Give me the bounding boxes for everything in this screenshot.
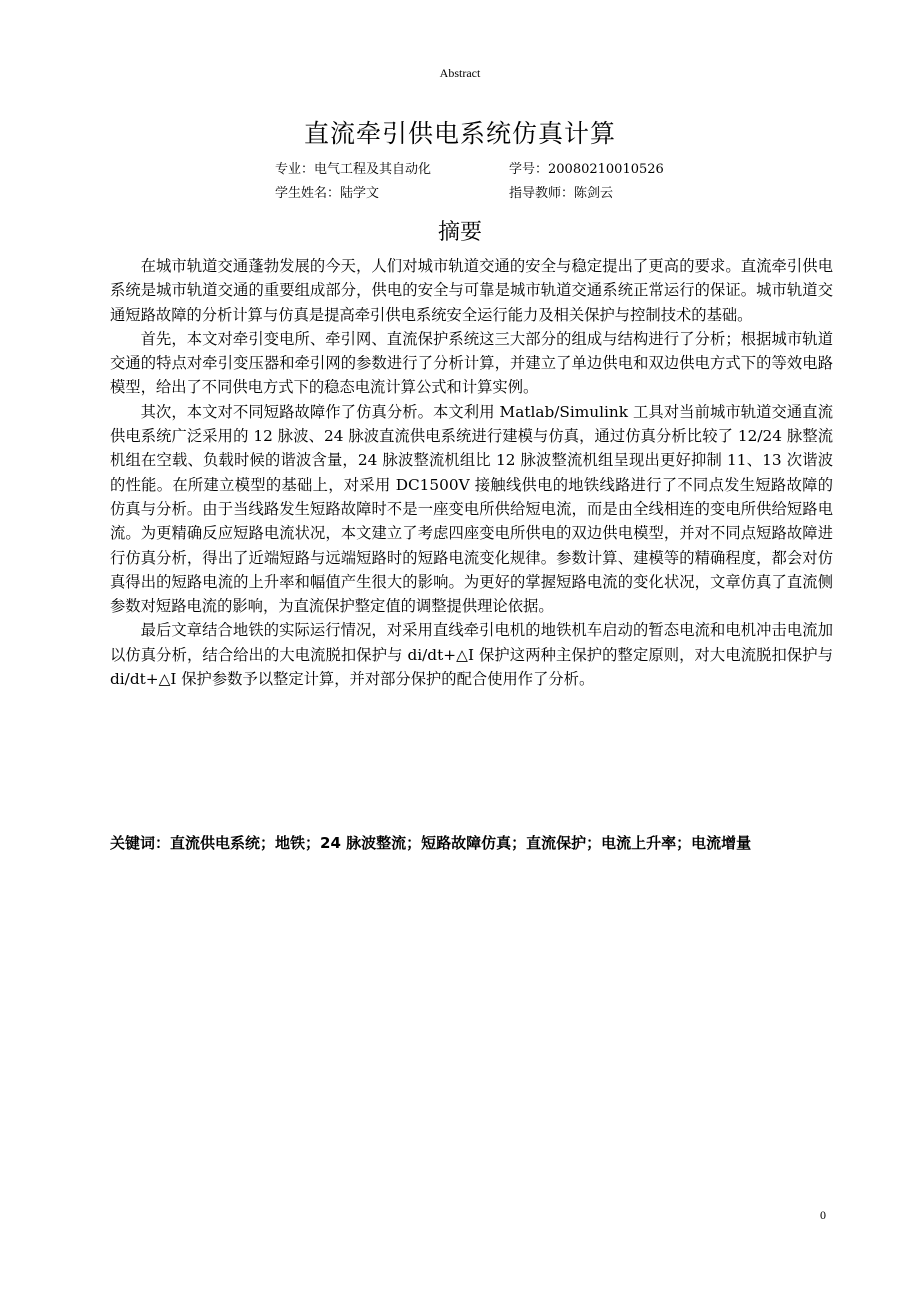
document-title: 直流牵引供电系统仿真计算 (303, 119, 616, 148)
abstract-paragraph-4: 最后文章结合地铁的实际运行情况，对采用直线牵引电机的地铁机车启动的暂态电流和电机冲击电流加以仿真分析，结合给出的大电流脱扣保护与 di/dt+△I 保护这两种主保护的整定原则，对大电流脱扣保护与 di/dt+△I 保护参数予以整定计算，并对部分保护的配合使用作了分析。 (110, 621, 833, 689)
abstract-body (110, 254, 833, 691)
running-header: Abstract (439, 66, 481, 80)
advisor-label: 指导教师：陈剑云 (509, 186, 614, 201)
student-name-label: 学生姓名：陆学文 (275, 186, 380, 201)
abstract-paragraph-1: 在城市轨道交通蓬勃发展的今天，人们对城市轨道交通的安全与稳定提出了更高的要求。直流牵引供电系统是城市轨道交通的重要组成部分，供电的安全与可靠是城市轨道交通系统正常运行的保证。城市轨道交通短路故障的分析计算与仿真是提高牵引供电系统安全运行能力及相关保护与控制技术的基础。 (110, 257, 833, 324)
abstract-paragraph-2: 首先，本文对牵引变电所、牵引网、直流保护系统这三大部分的组成与结构进行了分析；根据城市轨道交通的特点对牵引变压器和牵引网的参数进行了分析计算，并建立了单边供电和双边供电方式下的等效电路模型，给出了不同供电方式下的稳态电流计算公式和计算实例。 (110, 329, 833, 397)
student-id-label: 学号：20080210010526 (509, 162, 664, 177)
major-label: 专业：电气工程及其自动化 (275, 162, 432, 177)
abstract-heading: 摘要 (437, 220, 482, 245)
abstract-paragraph-3: 其次，本文对不同短路故障作了仿真分析。本文利用 Matlab/Simulink 工具对当前城市轨道交通直流供电系统广泛采用的 12 脉波、24 脉波直流供电系统进行建模与仿真，通过仿真分析比较了 12/24 脉整流机组在空载、负载时候的谐波含量，24 脉波整流机组比 12 脉波整流机组呈现出更好抑制 11、13 次谐波的性能。在所建立模型的基础上，对采用 DC1500V 接触线供电的地铁线路进行了不同点发生短路故障的仿真与分析。由于当线路发生短路故障时不是一座变电所供给短电流，而是由全线相连的变电所供给短路电流。为更精确反应短路电流状况，本文建立了考虑四座变电所供电的双边供电模型，并对不同点短路故障进行仿真分析，得出了近端短路与远端短路时的短路电流变化规律。参数计算、建模等的精确程度，都会对仿真得出的短路电流的上升率和幅值产生很大的影响。为更好的掌握短路电流的变化状况，文章仿真了直流侧参数对短路电流的影响，为直流保护整定值的调整提供理论依据。 (110, 402, 833, 616)
page-number: 0 (820, 1208, 826, 1222)
keywords-line: 关键词：直流供电系统；地铁；24 脉波整流；短路故障仿真；直流保护；电流上升率；电流增量 (110, 834, 752, 852)
